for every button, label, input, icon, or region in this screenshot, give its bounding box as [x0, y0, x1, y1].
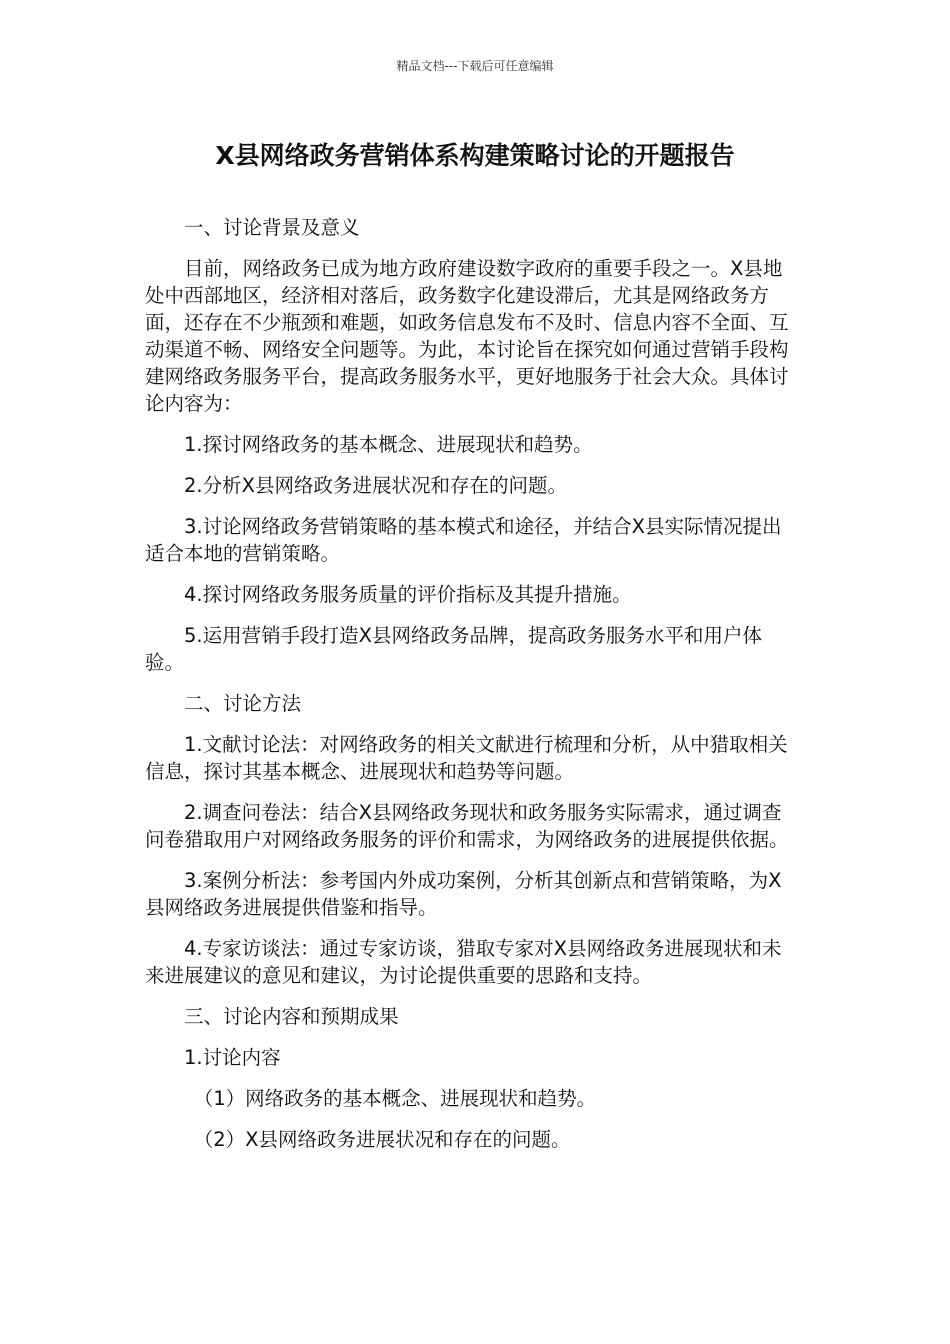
list-item: 1.文献讨论法：对网络政务的相关文献进行梳理和分析，从中猎取相关信息，探讨其基本概念、进展现状和趋势等问题。 [145, 733, 788, 783]
section-heading-3: 三、讨论内容和预期成果 [184, 1005, 399, 1028]
list-item: 4.专家访谈法：通过专家访谈，猎取专家对X县网络政务进展现状和未来进展建议的意见和建议，为讨论提供重要的思路和支持。 [145, 937, 782, 987]
section-heading-2: 二、讨论方法 [184, 692, 302, 715]
paragraph-background: 目前，网络政务已成为地方政府建设数字政府的重要手段之一。X县地处中西部地区，经济相对落后，政务数字化建设滞后，尤其是网络政务方面，还存在不少瓶颈和难题，如政务信息发布不及时、信息内容不全面、互动渠道不畅、网络安全问题等。为此，本讨论旨在探究如何通过营销手段构建网络政务服务平台，提高政务服务水平，更好地服务于社会大众。具体讨论内容为： [145, 257, 789, 415]
list-item: 5.运用营销手段打造X县网络政务品牌，提高政务服务水平和用户体验。 [145, 624, 762, 674]
document-body [145, 214, 795, 1167]
sub-list-item: （2）X县网络政务进展状况和存在的问题。 [193, 1128, 571, 1151]
subsection-heading: 1.讨论内容 [184, 1046, 281, 1069]
list-item: 1.探讨网络政务的基本概念、进展现状和趋势。 [184, 433, 593, 456]
list-item: 2.调查问卷法：结合X县网络政务现状和政务服务实际需求，通过调查问卷猎取用户对网络政务服务的评价和需求，为网络政务的进展提供依据。 [145, 801, 789, 851]
list-item: 3.案例分析法：参考国内外成功案例，分析其创新点和营销策略，为X县网络政务进展提供借鉴和指导。 [145, 869, 782, 919]
sub-list-item: （1）网络政务的基本概念、进展现状和趋势。 [193, 1087, 597, 1110]
document-title: X县网络政务营销体系构建策略讨论的开题报告 [215, 141, 735, 170]
section-heading-1: 一、讨论背景及意义 [184, 216, 360, 239]
list-item: 3.讨论网络政务营销策略的基本模式和途径，并结合X县实际情况提出适合本地的营销策略。 [145, 515, 782, 565]
list-item: 2.分析X县网络政务进展状况和存在的问题。 [184, 474, 567, 497]
list-item: 4.探讨网络政务服务质量的评价指标及其提升措施。 [184, 583, 632, 606]
page-header: 精品文档---下载后可任意编辑 [396, 59, 554, 73]
